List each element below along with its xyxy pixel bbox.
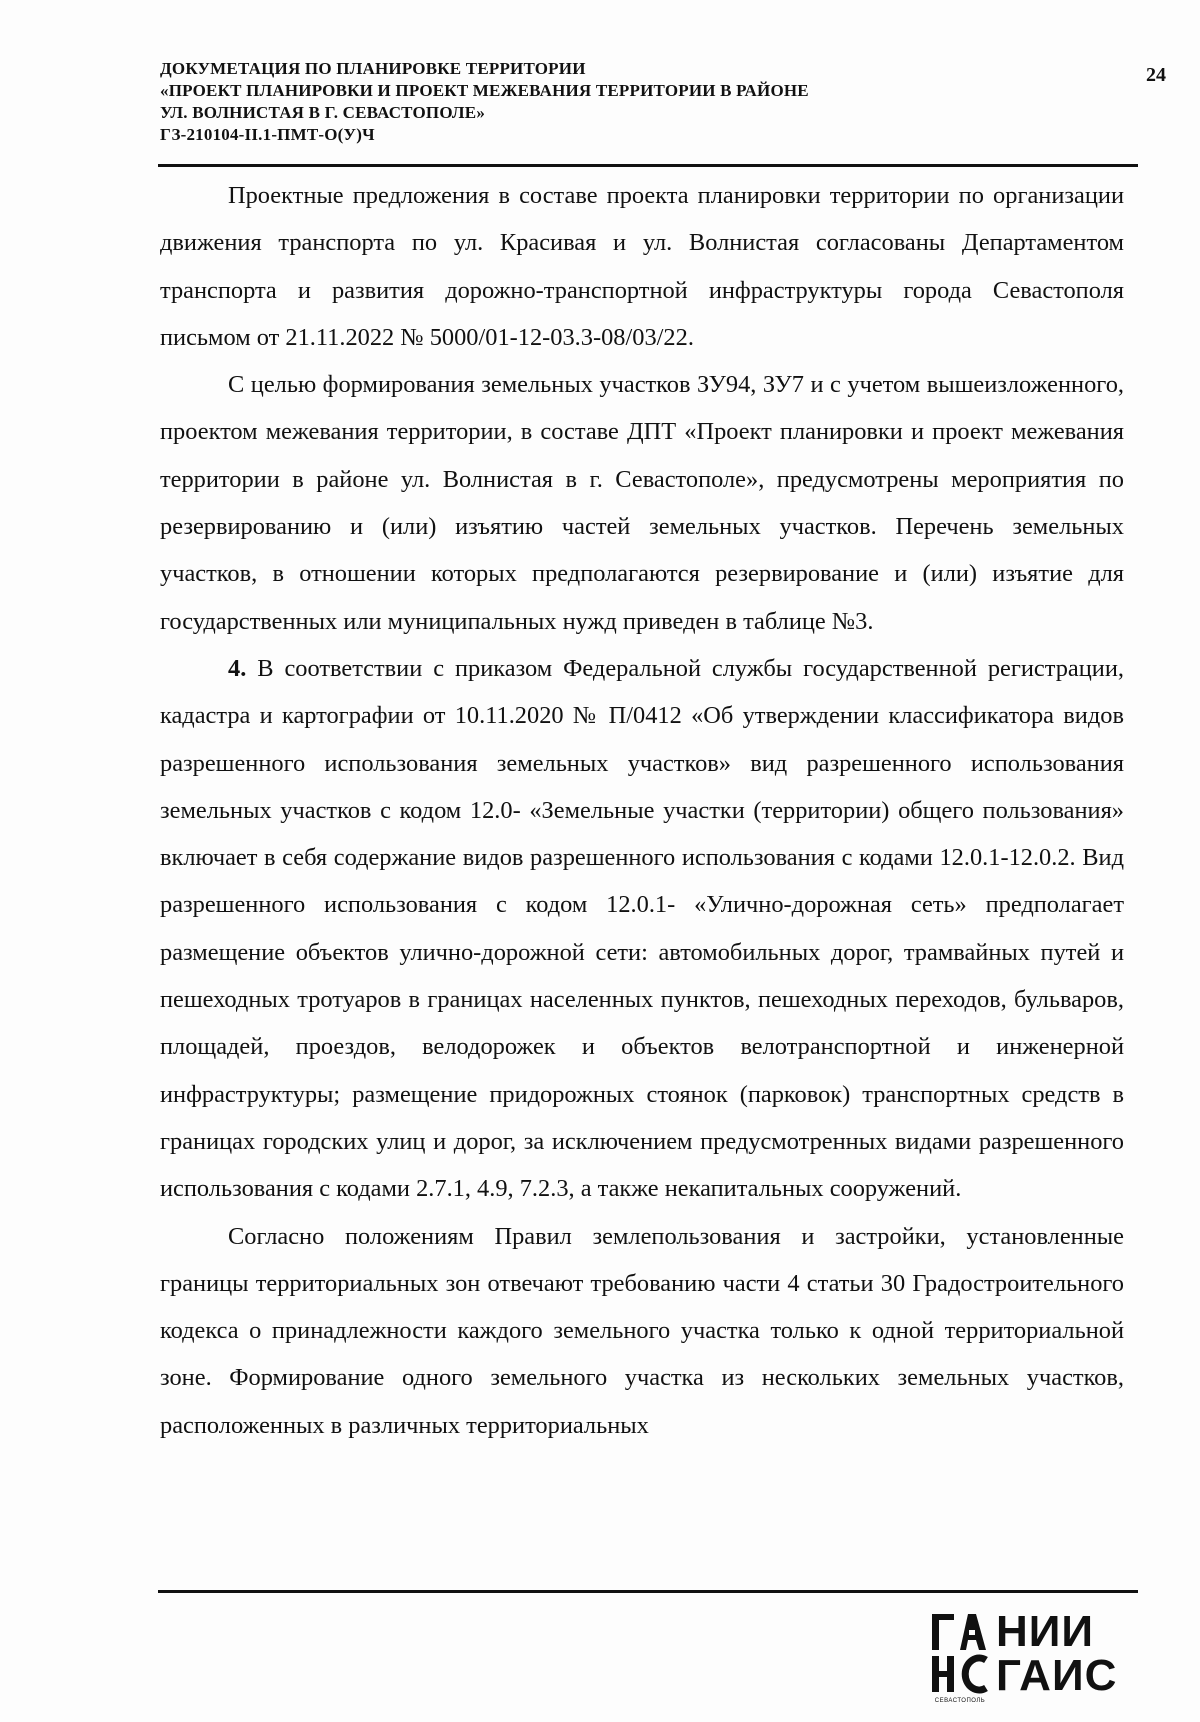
header-divider bbox=[158, 164, 1138, 167]
header-title-block bbox=[160, 58, 1100, 146]
document-code: ГЗ-210104-II.1-ПМТ-О(У)Ч bbox=[160, 125, 375, 144]
logo-mark-icon bbox=[930, 1610, 990, 1700]
paragraph-1: Проектные предложения в составе проекта планировки территории по организации движения транспорта по ул. Красивая и ул. Волнистая согласованы Департаментом транспорта и развития дорожно-транспортной инфраструктуры города Севастополя письмом от 21.11.2022 № 5000/01-12-03.3-08/03/22. bbox=[160, 182, 1124, 351]
paragraph-4: Согласно положениям Правил землепользования и застройки, установленные границы территориальных зон отвечают требованию части 4 статьи 30 Градостроительного кодекса о принадлежности каждого земельного участка только к одной территориальной зоне. Формирование одного земельного участка из нескольких земельных участков, расположенных в различных территориальных bbox=[160, 1222, 1124, 1439]
paragraph-3-number: 4. bbox=[228, 654, 247, 682]
header-line-2: «ПРОЕКТ ПЛАНИРОВКИ И ПРОЕКТ МЕЖЕВАНИЯ ТЕРРИТОРИИ В РАЙОНЕ bbox=[160, 81, 809, 100]
footer-divider bbox=[158, 1590, 1138, 1593]
document-header bbox=[160, 58, 1100, 146]
paragraph-2: С целью формирования земельных участков ЗУ94, ЗУ7 и с учетом вышеизложенного, проектом межевания территории, в составе ДПТ «Проект планировки и проект межевания территории в районе ул. Волнистая в г. Севастополе», предусмотрены мероприятия по резервированию и (или) изъятию частей земельных участков. Перечень земельных участков, в отношении которых предполагаются резервирование и (или) изъятие для государственных или муниципальных нужд приведен в таблице №3. bbox=[160, 371, 1124, 635]
logo-line-1: НИИ bbox=[996, 1607, 1095, 1656]
paragraph-3 bbox=[160, 645, 1124, 1213]
header-line-3: УЛ. ВОЛНИСТАЯ В Г. СЕВАСТОПОЛЕ» bbox=[160, 103, 486, 122]
header-line-1: ДОКУМЕТАЦИЯ ПО ПЛАНИРОВКЕ ТЕРРИТОРИИ bbox=[160, 59, 586, 78]
nii-gais-logo bbox=[930, 1607, 1130, 1710]
page-number: 24 bbox=[1146, 64, 1166, 86]
logo-wordmark bbox=[996, 1607, 1118, 1700]
paragraph-3-text: В соответствии с приказом Федеральной службы государственной регистрации, кадастра и картографии от 10.11.2020 № П/0412 «Об утверждении классификатора видов разрешенного использования земельных участков» вид разрешенного использования земельных участков с кодом 12.0- «Земельные участки (территории) общего пользования» включает в себя содержание видов разрешенного использования с кодами 12.0.1-12.0.2. Вид разрешенного использования с кодом 12.0.1- «Улично-дорожная сеть» предполагает размещение объектов улично-дорожной сети: автомобильных дорог, трамвайных путей и пешеходных тротуаров в границах населенных пунктов, пешеходных переходов, бульваров, площадей, проездов, велодорожек и объектов велотранспортной и инженерной инфраструктуры; размещение придорожных стоянок (парковок) транспортных средств в границах городских улиц и дорог, за исключением предусмотренных видами разрешенного использования с кодами 2.7.1, 4.9, 7.2.3, а также некапитальных сооружений. bbox=[160, 654, 1124, 1203]
logo-line-2: ГАИС bbox=[996, 1651, 1118, 1700]
document-body bbox=[160, 172, 1124, 1449]
logo-subtitle: СЕВАСТОПОЛЬ bbox=[934, 1698, 986, 1704]
